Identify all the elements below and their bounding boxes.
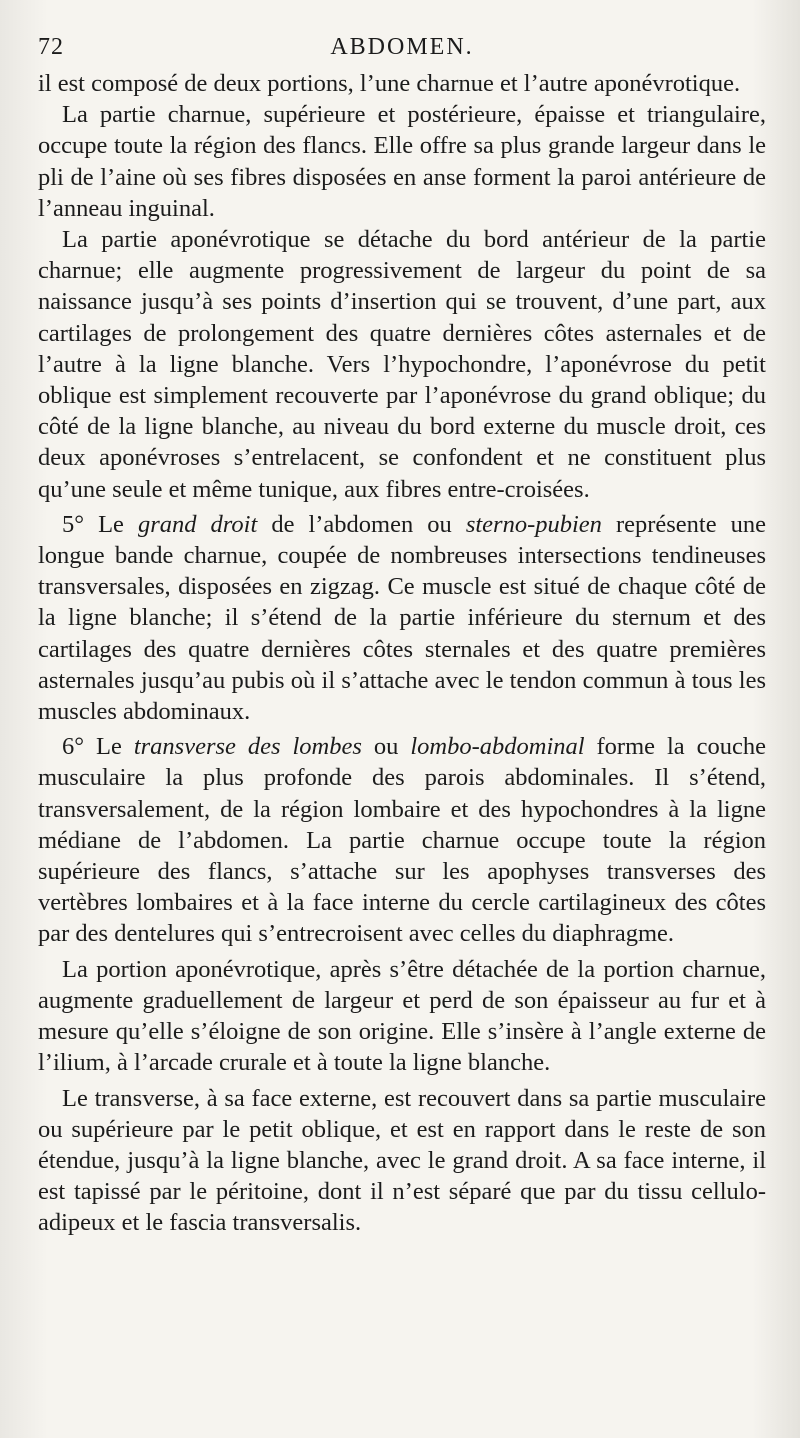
running-title: ABDOMEN. — [330, 34, 474, 60]
body-text — [38, 68, 766, 1239]
muscle-term: sterno-pubien — [465, 510, 602, 538]
paragraph-body: représente une longue bande charnue, coupée de nombreuses intersections tendineuses transversales, disposées en zigzag. Ce muscle est situé de chaque côté de la ligne blanche; il s’étend de la partie inférieure du sternum et des cartilages des quatre dernières côtes sternales et des quatre premières asternales jusqu’au pubis où il s’attache avec le tendon commun à tous les muscles abdominaux. — [38, 510, 767, 726]
muscle-term: transverse des lombes — [133, 733, 362, 761]
paragraph-portion-aponevrotique: La portion aponévrotique, après s’être détachée de la portion charnue, augmente graduellement de largeur et perd de son épaisseur au fur et à mesure qu’elle s’éloigne de son origine. Elle s’insère à l’angle externe de l’ilium, à l’arcade crurale et à toute la ligne blanche. — [38, 955, 766, 1077]
muscle-term: lombo-abdominal — [410, 733, 585, 761]
paragraph-grand-droit — [38, 509, 766, 727]
running-head — [38, 28, 766, 68]
paragraph-transverse-rapports: Le transverse, à sa face externe, est recouvert dans sa partie musculaire ou supérieure par le petit oblique, et est en rapport dans le reste de son étendue, jusqu’à la ligne blanche, avec le grand droit. A sa face interne, il est tapissé par le péritoine, dont il n’est séparé que par du tissu cellulo-adipeux et le fascia transversalis. — [38, 1084, 766, 1237]
paragraph-continuation: il est composé de deux portions, l’une charnue et l’autre aponévrotique. — [38, 70, 741, 97]
muscle-term: grand droit — [137, 510, 258, 538]
paragraph-connector: ou — [361, 733, 411, 761]
page-number: 72 — [38, 34, 64, 60]
paragraph-body: forme la couche musculaire la plus profonde des parois abdominales. Il s’étend, transversalement, de la région lombaire et des hypochondres à la ligne médiane de l’abdomen. La partie charnue occupe toute la région supérieure des flancs, s’attache sur les apophyses transverses des vertèbres lombaires et à la face interne du cercle cartilagineux des côtes par des dentelures qui s’entrecroisent avec celles du diaphragme. — [38, 733, 767, 948]
paragraph-partie-charnue: La partie charnue, supérieure et postérieure, épaisse et triangulaire, occupe toute la région des flancs. Elle offre sa plus grande largeur dans le pli de l’aine où ses fibres disposées en anse forment la paroi antérieure de l’anneau inguinal. — [38, 101, 766, 222]
paragraph-lead: 6° Le — [62, 733, 134, 761]
paragraph-transverse — [38, 731, 766, 949]
paragraph-partie-aponevrotique: La partie aponévrotique se détache du bord antérieur de la partie charnue; elle augmente progressivement de largeur du point de sa naissance jusqu’à ses points d’insertion qui se trouvent, d’une part, aux cartilages de prolongement des quatre dernières côtes asternales et de l’autre à la ligne blanche. Vers l’hypochondre, l’aponévrose du petit oblique est simplement recouverte par l’aponévrose du grand oblique; du côté de la ligne blanche, au niveau du bord externe du muscle droit, ces deux aponévroses s’entrelacent, se confondent et ne constituent plus qu’une seule et même tunique, aux fibres entre-croisées. — [38, 226, 766, 503]
paragraph-connector: de l’abdomen ou — [257, 510, 466, 538]
paragraph-lead: 5° Le — [62, 510, 138, 538]
